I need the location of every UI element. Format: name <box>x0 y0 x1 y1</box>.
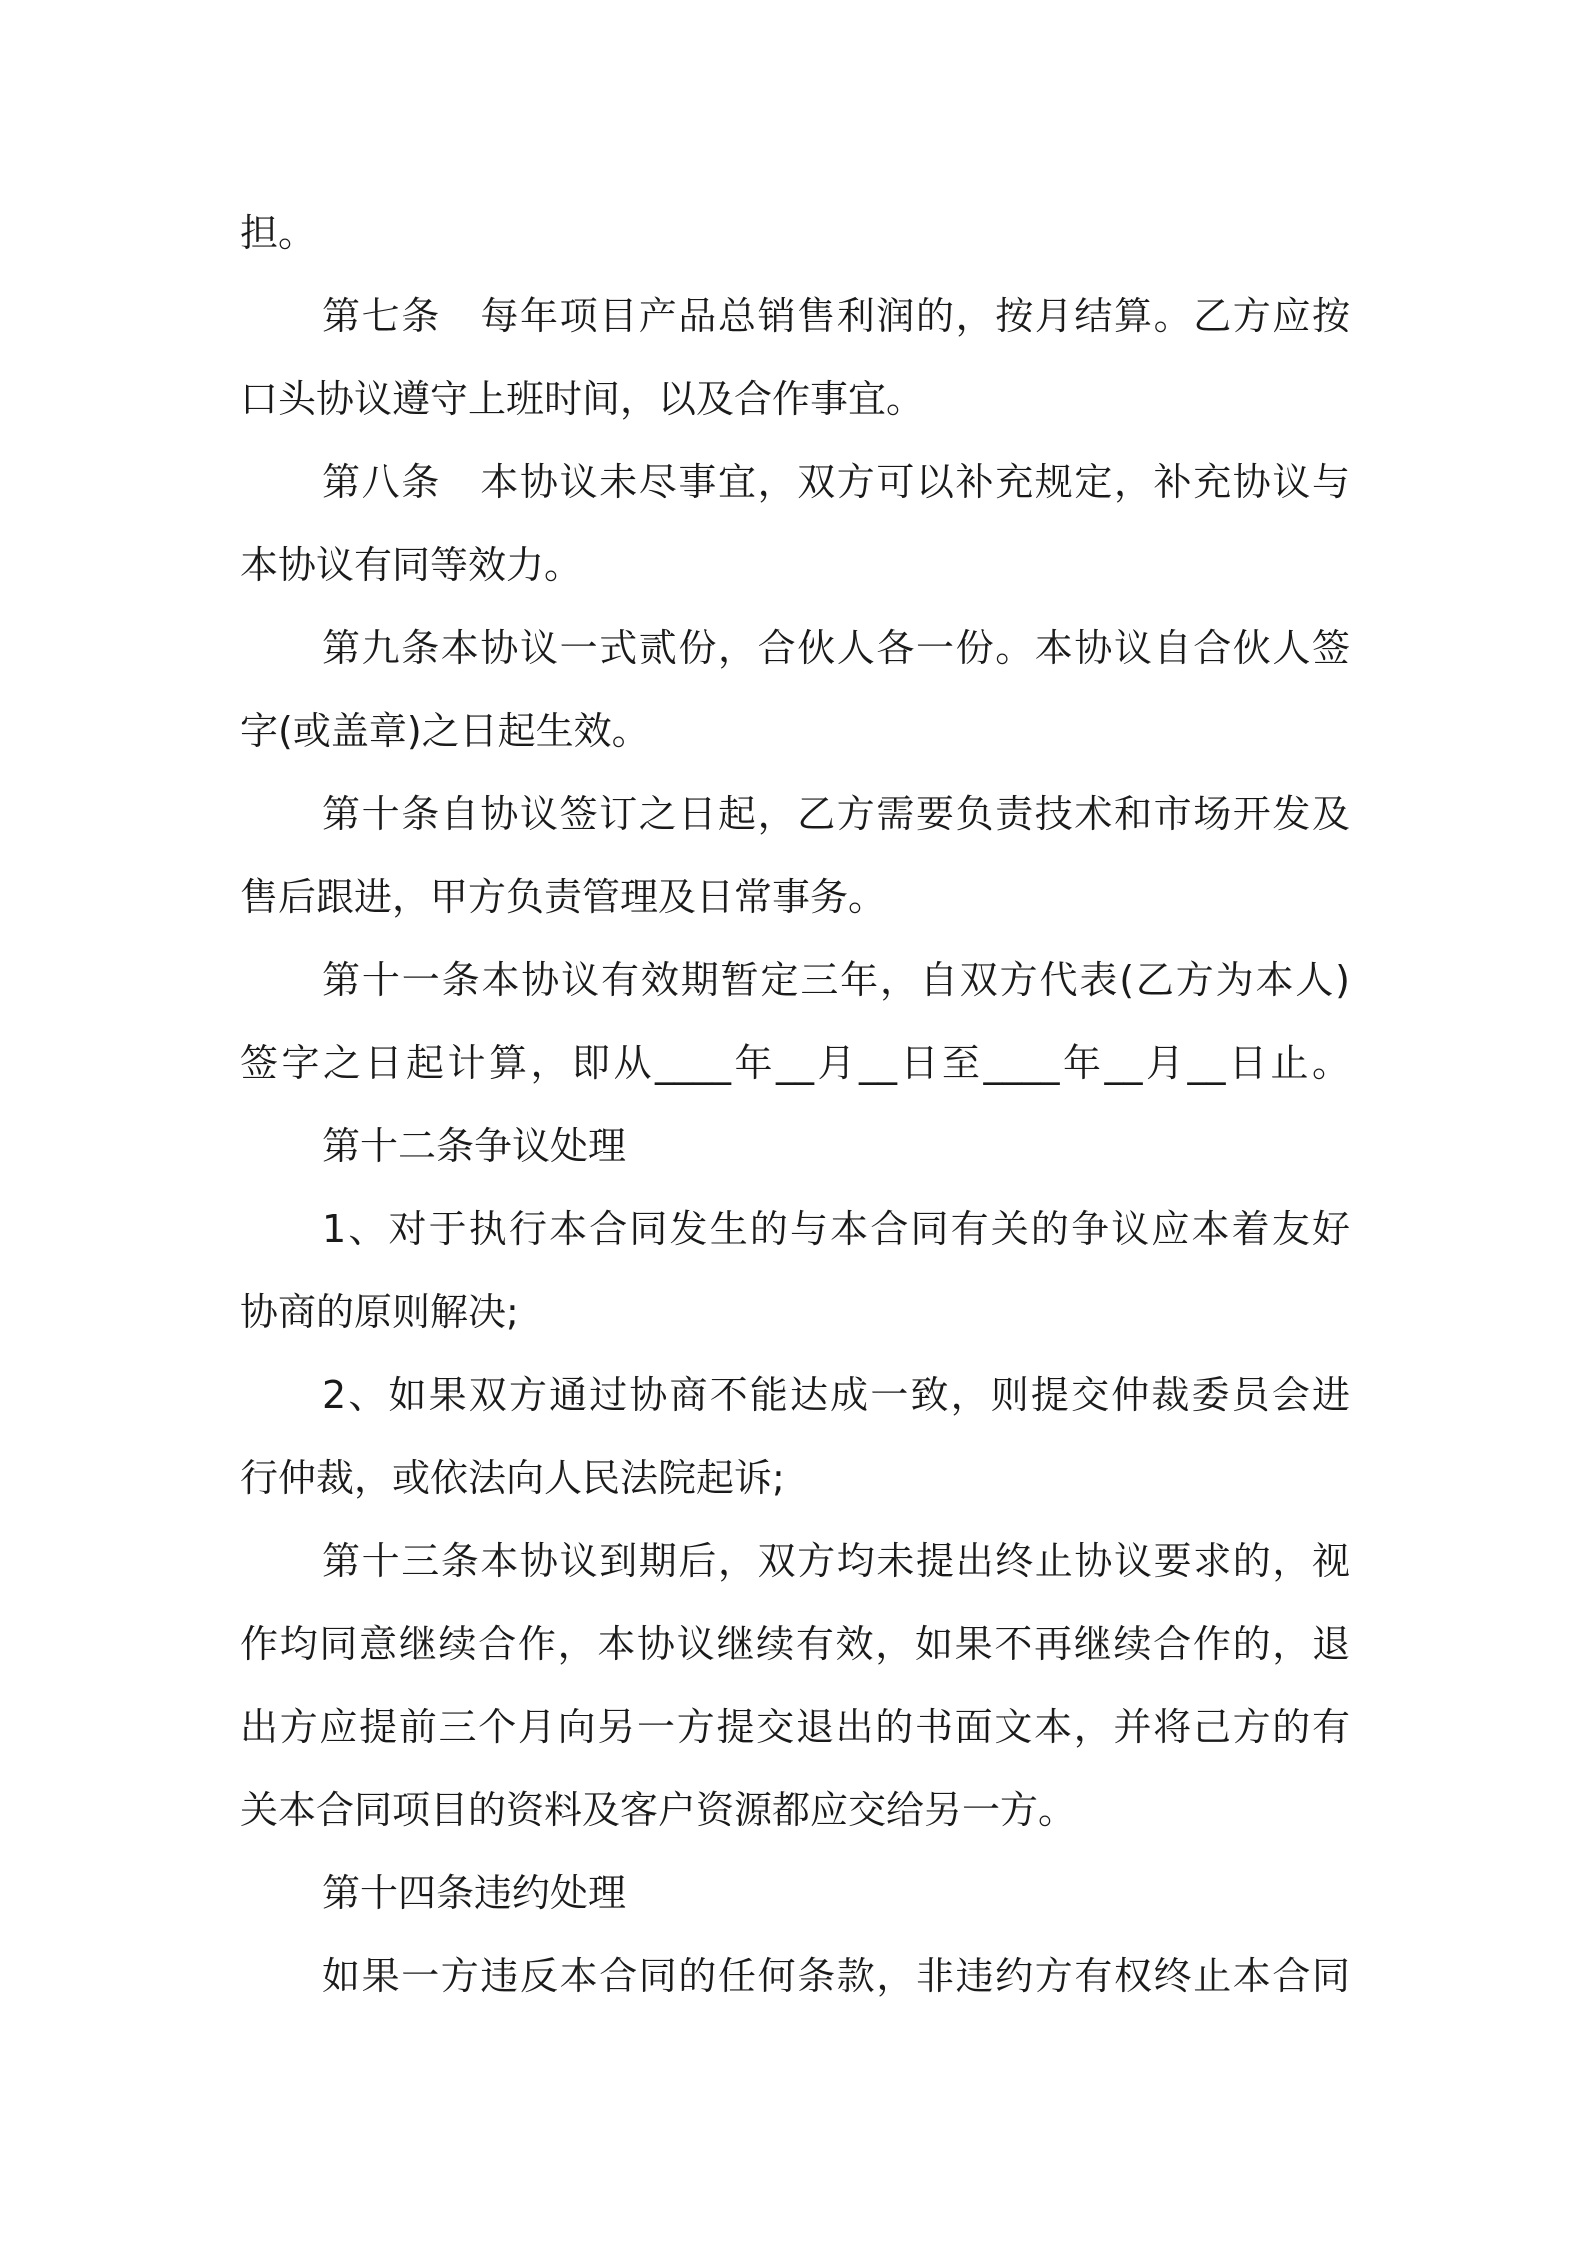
text-line: 作均同意继续合作，本协议继续有效，如果不再继续合作的，退 <box>240 1622 1350 1666</box>
text-line: 第十三条本协议到期后，双方均未提出终止协议要求的，视 <box>322 1539 1350 1583</box>
document-body <box>240 192 1350 2018</box>
text-line: 1、对于执行本合同发生的与本合同有关的争议应本着友好 <box>322 1207 1350 1251</box>
text-line: 担。 <box>240 211 317 255</box>
text-line: 第十条自协议签订之日起，乙方需要负责技术和市场开发及 <box>322 792 1350 836</box>
text-line: 关本合同项目的资料及客户资源都应交给另一方。 <box>240 1788 1077 1832</box>
text-line: 行仲裁，或依法向人民法院起诉; <box>240 1456 785 1500</box>
text-line: 第九条本协议一式贰份，合伙人各一份。本协议自合伙人签 <box>322 626 1350 670</box>
text-line: 2、如果双方通过协商不能达成一致，则提交仲裁委员会进 <box>322 1373 1350 1417</box>
text-line: 第七条 每年项目产品总销售利润的，按月结算。乙方应按 <box>322 294 1350 338</box>
text-line: 出方应提前三个月向另一方提交退出的书面文本，并将己方的有 <box>240 1705 1350 1749</box>
text-line: 售后跟进，甲方负责管理及日常事务。 <box>240 875 887 919</box>
text-line: 口头协议遵守上班时间，以及合作事宜。 <box>240 377 925 421</box>
text-line: 第十四条违约处理 <box>322 1871 627 1915</box>
text-line: 第十一条本协议有效期暂定三年，自双方代表(乙方为本人) <box>322 958 1350 1002</box>
text-line: 第八条 本协议未尽事宜，双方可以补充规定，补充协议与 <box>322 460 1350 504</box>
text-line: 字(或盖章)之日起生效。 <box>240 709 650 753</box>
text-line: 签字之日起计算，即从____年__月__日至____年__月__日止。 <box>240 1041 1350 1085</box>
text-line: 本协议有同等效力。 <box>240 543 583 587</box>
text-line: 协商的原则解决; <box>240 1290 519 1334</box>
text-line: 第十二条争议处理 <box>322 1124 627 1168</box>
text-line: 如果一方违反本合同的任何条款，非违约方有权终止本合同 <box>322 1954 1350 1998</box>
